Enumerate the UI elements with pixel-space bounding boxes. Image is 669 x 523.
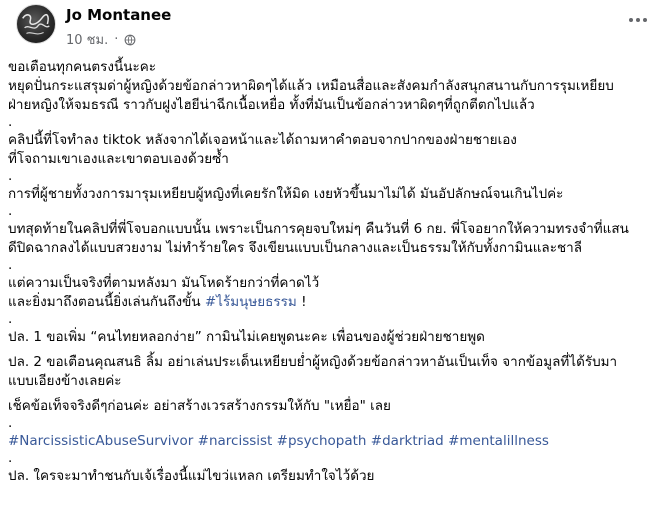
hashtag-line (8, 432, 653, 451)
avatar-logo-icon (17, 5, 55, 43)
more-dot-icon (629, 18, 633, 22)
post-text-line: ฝ่ายหญิงให้จมธรณี ราวกับฝูงไฮยีน่าฉีกเนื้อเหยื่อ ทั้งที่มันเป็นข้อกล่าวหาผิดๆที่ถูกตีตกไปแล้ว (8, 97, 535, 113)
post-text-line: บทสุดท้ายในคลิปที่พี่โจบอกแบบนั้น เพราะเป็นการคุยจบใหม่ๆ คืนวันที่ 6 กย. พี่โจอยากให้ความทรงจำที่แสน (8, 221, 629, 237)
post-text-line: แต่ความเป็นจริงที่ตามหลังมา มันโหดร้ายกว่าที่คาดไว้ (8, 275, 320, 291)
avatar[interactable] (16, 4, 56, 44)
post-text-dot: . (8, 450, 13, 466)
post-text-dot: . (8, 257, 13, 273)
post-text-dot: . (8, 203, 13, 219)
post-text-line: คลิปนี้ที่โจทำลง tiktok หลังจากได้เจอหน้าและได้ถามหาคำตอบจากปากของฝ่ายชายเอง (8, 132, 517, 148)
post-text-fragment: ! (296, 294, 307, 310)
post-header (16, 4, 653, 52)
post-body (8, 58, 653, 486)
more-options-button[interactable] (623, 10, 653, 30)
post-text-line: ดีปิดฉากลงได้แบบสวยงาม ไม่ทำร้ายใคร จึงเขียนแบบเป็นกลางและเป็นธรรมให้กับทั้งกามินและชาลี (8, 240, 582, 256)
hashtag-link[interactable]: #psychopath (276, 433, 367, 449)
hashtag-link[interactable]: #darktriad (370, 433, 444, 449)
post-text-dot: . (8, 168, 13, 184)
post-author[interactable]: Jo Montanee (66, 6, 172, 24)
globe-icon (124, 34, 136, 46)
more-dot-icon (636, 18, 640, 22)
post-text-line: ปล. 1 ขอเพิ่ม “คนไทยหลอกง่าย” กามินไม่เคยพูดนะคะ เพื่อนของผู้ช่วยฝ่ายชายพูด (8, 329, 485, 345)
post-text-dot: . (8, 311, 13, 327)
post-text-fragment: และยิ่งมาถึงตอนนี้ยิ่งเล่นกันถึงขั้น (8, 294, 205, 310)
post-time[interactable]: 10 ชม. (66, 33, 109, 48)
more-dot-icon (643, 18, 647, 22)
post-meta (66, 29, 136, 50)
post-text-line: เช็คข้อเท็จจริงดีๆก่อนค่ะ อย่าสร้างเวรสร้างกรรมให้กับ "เหยื่อ" เลย (8, 398, 391, 414)
meta-separator: · (114, 32, 119, 47)
post-text-line: ขอเตือนทุกคนตรงนี้นะคะ (8, 59, 156, 75)
post-text-line: หยุดปั่นกระแสรุมด่าผู้หญิงด้วยข้อกล่าวหาผิดๆได้แล้ว เหมือนสื่อและสังคมกำลังสนุกสนานกับการรุมเหยียบ (8, 78, 614, 94)
post-text-line (8, 293, 653, 312)
hashtag-link[interactable]: #ไร้มนุษยธรรม (204, 294, 297, 310)
post-text-line: ที่โจถามเขาเองและเขาตอบเองด้วยซ้ำ (8, 151, 229, 167)
post-text-line: แบบเอียงข้างเลยค่ะ (8, 373, 122, 389)
post-text-line: ปล. 2 ขอเตือนคุณสนธิ ลิ้ม อย่าเล่นประเด็นเหยียบย่ำผู้หญิงด้วยข้อกล่าวหาอันเป็นเท็จ จากข้อมูลที่ได้รับมา (8, 354, 618, 370)
post-text-line: การที่ผู้ชายทั้งวงการมารุมเหยียบผู้หญิงที่เคยรักให้มิด เงยหัวขึ้นมาไม่ได้ มันอัปลักษณ์จนเกินไปค่ะ (8, 186, 564, 202)
hashtag-link[interactable]: #narcissist (197, 433, 273, 449)
post-text-line: ปล. ใครจะมาทำชนกับเจ้เรื่องนี้แม่ไขว่แหลก เตรียมทำใจไว้ด้วย (8, 468, 375, 484)
hashtag-link[interactable]: #NarcissisticAbuseSurvivor (8, 433, 194, 449)
post-text-dot: . (8, 114, 13, 130)
hashtag-link[interactable]: #mentalillness (448, 433, 549, 449)
post-text-dot: . (8, 415, 13, 431)
